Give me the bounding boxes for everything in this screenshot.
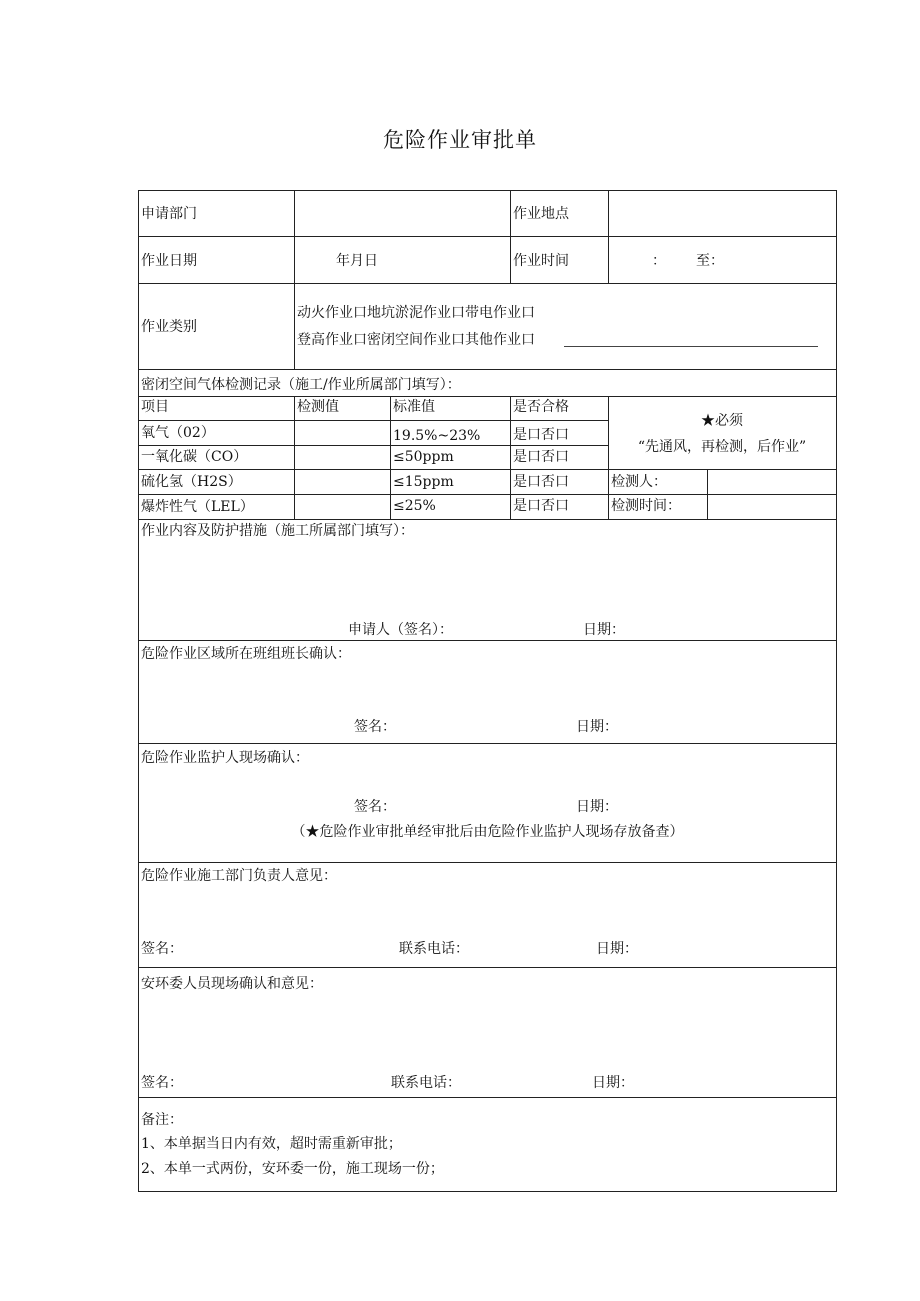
leader-date-label: 日期：	[576, 719, 618, 735]
gas-section-label: 密闭空间气体检测记录（施工/作业所属部门填写）：	[141, 377, 461, 393]
supervisor-date-label: 日期：	[576, 799, 618, 815]
leader-confirm-label: 危险作业区域所在班组班长确认：	[141, 646, 351, 662]
type-options-line2: 登高作业口密闭空间作业口其他作业口	[297, 332, 535, 348]
row-divider	[138, 519, 837, 520]
table-border-top	[138, 190, 837, 191]
type-options-line1: 动火作业口地坑淤泥作业口带电作业口	[297, 305, 535, 321]
other-type-underline	[564, 346, 818, 347]
gas-standard-lel: ≤25%	[393, 498, 436, 514]
gas-pass-lel: 是口否口	[513, 498, 569, 514]
gas-standard-co: ≤50ppm	[393, 449, 454, 465]
supervisor-note: （★危险作业审批单经审批后由危险作业监护人现场存放备查）	[291, 824, 684, 840]
safety-phone-label: 联系电话：	[391, 1075, 461, 1091]
work-content-label: 作业内容及防护措施（施工所属部门填写）：	[141, 523, 414, 539]
applicant-date-label: 日期：	[583, 622, 625, 638]
gas-header-standard: 标准值	[393, 399, 435, 415]
dept-label: 申请部门	[141, 206, 197, 222]
safety-sign-label: 签名：	[141, 1075, 183, 1091]
date-label: 作业日期	[141, 253, 197, 269]
dept-head-date-label: 日期：	[596, 941, 638, 957]
gas-header-item: 项目	[141, 399, 169, 415]
gas-header-pass: 是否合格	[513, 399, 569, 415]
row-divider	[138, 445, 609, 446]
table-border-left	[138, 190, 139, 1192]
row-divider	[138, 743, 837, 744]
type-label: 作业类别	[141, 319, 197, 335]
gas-item-oxygen: 氧气（02）	[141, 425, 215, 441]
tester-label: 检测人：	[611, 474, 667, 490]
col-divider	[510, 396, 511, 520]
test-time-label: 检测时间：	[611, 498, 681, 514]
gas-standard-oxygen: 19.5%~23%	[393, 428, 481, 444]
row-divider	[138, 967, 837, 968]
time-colon: ：	[652, 253, 666, 269]
supervisor-confirm-label: 危险作业监护人现场确认：	[141, 750, 309, 766]
dept-head-sign-label: 签名：	[141, 941, 183, 957]
gas-item-lel: 爆炸性气（LEL）	[141, 499, 254, 515]
remarks-label: 备注：	[141, 1112, 183, 1128]
col-divider	[608, 190, 609, 284]
ventilation-note-title: ★必须	[701, 413, 743, 429]
date-value: 年月日	[336, 253, 378, 269]
row-divider	[138, 1097, 837, 1098]
time-label: 作业时间	[513, 253, 569, 269]
remarks-item-2: 2、本单一式两份，安环委一份，施工现场一份；	[141, 1161, 444, 1177]
row-divider	[138, 236, 837, 237]
time-to: 至：	[696, 253, 724, 269]
row-divider	[138, 396, 837, 397]
ventilation-note-text: “先通风，再检测，后作业”	[637, 439, 807, 455]
leader-sign-label: 签名：	[354, 719, 396, 735]
page-title: 危险作业审批单	[383, 128, 537, 152]
site-label: 作业地点	[513, 206, 569, 222]
dept-head-phone-label: 联系电话：	[399, 941, 469, 957]
col-divider	[294, 283, 295, 370]
safety-opinion-label: 安环委人员现场确认和意见：	[141, 976, 323, 992]
row-divider	[138, 369, 837, 370]
row-divider	[138, 420, 609, 421]
gas-standard-h2s: ≤15ppm	[393, 474, 454, 490]
gas-pass-h2s: 是口否口	[513, 474, 569, 490]
supervisor-sign-label: 签名：	[354, 799, 396, 815]
applicant-sign-label: 申请人（签名）：	[348, 622, 453, 638]
table-border-bottom	[138, 1191, 837, 1192]
col-divider	[390, 396, 391, 520]
safety-date-label: 日期：	[592, 1075, 634, 1091]
col-divider	[294, 190, 295, 284]
row-divider	[138, 469, 837, 470]
gas-pass-co: 是口否口	[513, 449, 569, 465]
row-divider	[138, 283, 837, 284]
dept-head-opinion-label: 危险作业施工部门负责人意见：	[141, 868, 337, 884]
col-divider	[707, 469, 708, 520]
gas-header-measured: 检测值	[297, 399, 339, 415]
remarks-item-1: 1、本单据当日内有效，超时需重新审批；	[141, 1136, 402, 1152]
col-divider	[510, 190, 511, 284]
row-divider	[138, 862, 837, 863]
row-divider	[138, 640, 837, 641]
gas-item-co: 一氧化碳（CO）	[141, 449, 248, 465]
gas-item-h2s: 硫化氢（H2S）	[141, 474, 242, 490]
table-border-right	[836, 190, 837, 1192]
col-divider	[294, 396, 295, 520]
row-divider	[138, 494, 837, 495]
gas-pass-oxygen: 是口否口	[513, 427, 569, 443]
